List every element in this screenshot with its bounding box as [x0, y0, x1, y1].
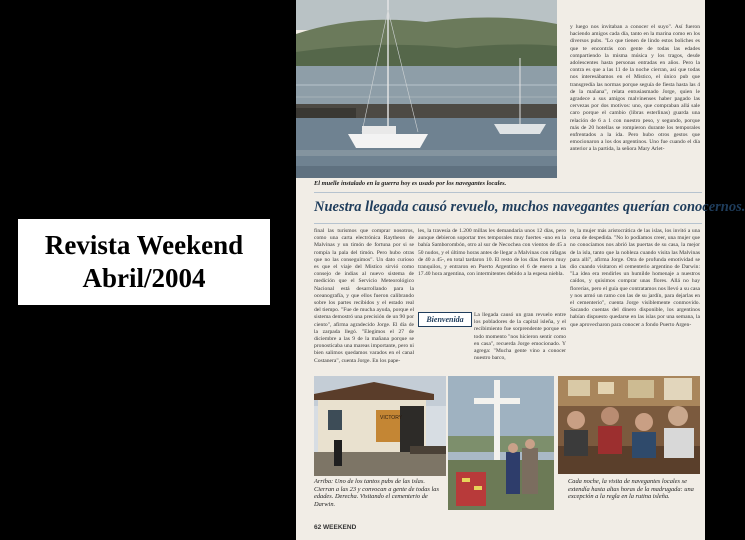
magazine-page [296, 0, 745, 540]
harbor-caption: El muelle instalado en la guerra hoy es usado por los navegantes locales. [314, 180, 507, 187]
label-line-2: Abril/2004 [82, 263, 206, 293]
column-3: te, la mujer más aristocrática de las islas, los invitó a una cena de despedida. "No lo podíamos creer, una mujer que no conocíamos nos abrió las puertas de su casa, la mejor de la isla, tanto que la nobleza cuando visita las Malvinas para allí", afirma Jorge. Otra de profunda emotividad se dio cuando visitaron el cementerio argentino de Darwin: "La idea era rendirles un humilde homenaje a nuestros caídos, y quisimos comprar unas flores. Allá no hay florerías, pero el guía que contratamos nos llevó a su casa y nos armó un ramo con las de su jardín, para dejarlas en el cementerio", cuenta Jorge visiblemente conmovido. Sacando cuentas del dinero disponible, los argentinos habían dispuesto quedarse en las islas por una semana, la que aprovecharon para conocer a fondo Puerto Argen- [570, 228, 700, 328]
cemetery-photo [448, 376, 554, 510]
label-line-1: Revista Weekend [44, 230, 244, 260]
top-right-column: y luego nos invitaban a conocer el suyo". Así fueron haciendo amigos cada día, tanto en la marina como en los diversos pubs. "Lo que tienen de lindo estos boliches es que te encontrás con gente de todas las edades compartiendo la misma música y los tragos, desde adolescentes hasta personas entradas en años. Pero la contra es que a las 11 de la noche cierran, así que todas nos interesábamos en el Mistico, el único pub que transgredía las normas porque seguía de fiesta hasta las 4 de la mañana", relata entusiasmado Jorge, quien le agradece a sus amigos malvinenses haber pagado las cervezas por dos motivos: uno, que compraban allá sale caro porque el cambio (libras esterlinas) guarda una relación de 6 a 1 con nuestro peso, y segundo, porque más de 20 hotellas se rompieron durante los temporales enfrentados a la ida. Pero hubo otros gestos que emocionaron a los dos argentinos. Uno fue cuando el día anterior a la partida, la señora Mary Arlet- [570, 24, 700, 153]
pub-interior-photo [558, 376, 700, 474]
caption-right: Cada noche, la visita de navegantes locales se extendía hasta altas horas de la madrugada: una excepción a la regla en la rutina isleña. [568, 478, 694, 501]
pub-sign: VICTORY [380, 415, 403, 421]
pub-photo [314, 376, 446, 476]
page-footer: 62 WEEKEND [314, 524, 357, 531]
headline: Nuestra llegada causó revuelo, muchos navegantes querían conocernos. [314, 192, 702, 224]
slide-label [18, 219, 270, 305]
harbor-photo [296, 0, 557, 178]
column-2b: La llegada causó un gran revuelo entre los pobladores de la capital isleña, y el recibimiento fue sorprendente porque en todo momento "nos hicieron sentir como en casa", recuerda Jorge emocionado. Y agrega: "Mucha gente vino a conocer nuestro barco, [474, 312, 566, 362]
section-heading-bienvenida: Bienvenida [418, 312, 472, 327]
column-1: final las turismos que comprar nosotros, como una carta electrónica Raytheon de Malvinas y un timón de fortuna por si se rompía la pala del timón. Pero hubo otras que no las conseguimos". Un dato curioso es que el viaje del Mistico sirvió como consejo de indias al nuevo sistema de medición que el Servicio Meteorológico Nacional está desarrollando para la oceanografía, y que ellos fueron calibrando sobre los partes recibidos y el estado real del tiempo. "Fue de mucha ayuda, porque el sistema demostró una precisión de un 90 por ciento", afirma agradecido Jorge. El día de la zarpada llegó. "Elegimos el 27 de diciembre a las 9 de la mañana porque se pronosticaba una mareas importante, pero ni bien salimos quedamos varados en el canal Costanera", cuenta Jorge. En los pape- [314, 228, 414, 364]
column-2: les, la travesía de 1.200 millas les demandaría unos 12 días, pero aunque debieron soportar tres temporales muy fuertes -uno en la bahía Samborombón, otro al sur de Necochea con vientos de 45 a 50 nudos, y el último horas antes de llegar a Malvinas con ráfagas de 40 a 45-, en total tardaron 10. El resto de los días fueron muy tranquilos, y entraron en Puerto Argentino el 6 de enero a las 17.40 hora argentina, con intermitentes debido a la espesa niebla. [418, 228, 566, 278]
caption-left: Arriba: Uno de los tantos pubs de las islas. Cierran a las 23 y convocan a gente de todas las edades. Derecha. Visitando el cementerio de Darwin. [314, 478, 439, 508]
